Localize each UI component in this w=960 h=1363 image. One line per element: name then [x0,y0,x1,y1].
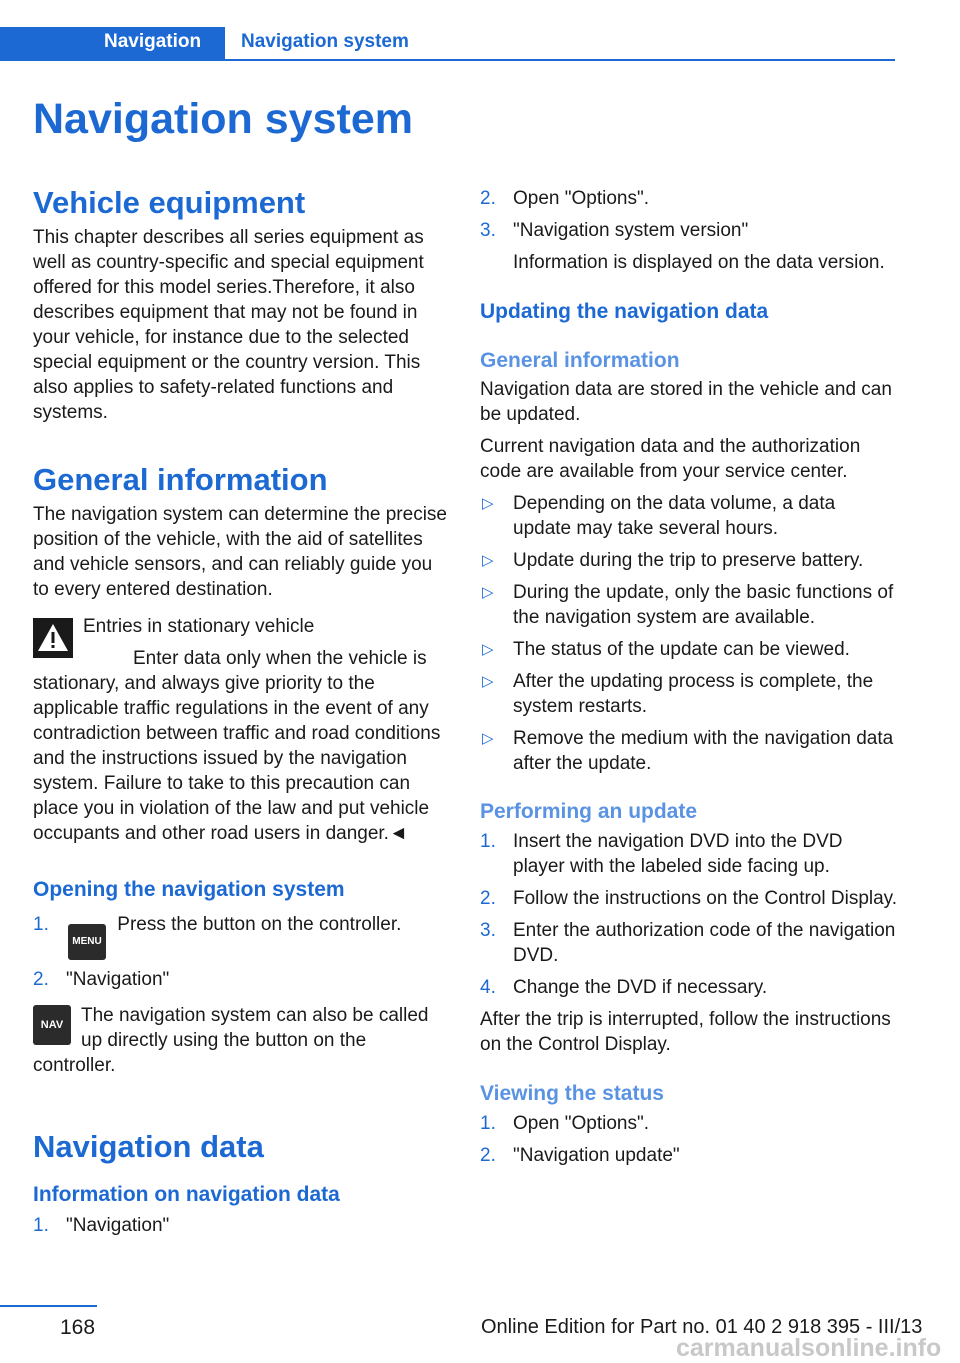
bullet-triangle-icon: ▷ [482,673,494,690]
step-number: 1. [33,1215,49,1236]
bullet-text: During the update, only the basic functions of the navigation system are available. [513,582,894,628]
updating-bullets [480,491,898,776]
list-item [33,1213,451,1238]
list-item [480,669,898,719]
right-column [480,186,898,1168]
bullet-text: Remove the medium with the navigation data after the update. [513,728,894,774]
navigation-data-steps [33,1213,451,1238]
vehicle-equipment-text: This chapter describes all series equipment as well as country-specific and special equipment offered for this model series.Therefore, it also describes equipment that may not be found in your vehicle, for instance due to the selected special equipment or the country version. This also applies to safety-related functions and systems. [33,227,424,423]
step-text: Enter the authorization code of the navigation DVD. [513,920,896,966]
step-text: "Navigation update" [513,1145,680,1166]
step-number: 2. [33,969,49,990]
step-text: "Navigation" [66,1215,170,1236]
warning-title: Entries in stationary vehicle [83,616,315,637]
version-note: Information is displayed on the data version. [513,252,885,273]
list-item [480,548,898,573]
step-text: Follow the instructions on the Control Display. [513,888,898,909]
step-number: 2. [480,888,496,909]
header-tab-navigation-system[interactable]: Navigation system [241,31,409,52]
step-text: "Navigation" [66,969,170,990]
list-item [33,967,451,992]
after-trip-text: After the trip is interrupted, follow the instructions on the Control Display. [480,1009,891,1055]
step-number: 2. [480,188,496,209]
header-rule [225,59,895,61]
performing-update-heading: Performing an update [480,800,698,823]
step-number: 2. [480,1145,496,1166]
bullet-triangle-icon: ▷ [482,641,494,658]
step-number: 3. [480,920,496,941]
performing-steps [480,829,898,1000]
nav-button-icon: NAV [33,1005,71,1045]
list-item [480,918,898,968]
step-number: 4. [480,977,496,998]
menu-button-icon: MENU [68,924,106,960]
nav-note-text: The navigation system can also be called up directly using the button on the controller. [33,1005,429,1076]
step-text: Open "Options". [513,188,650,209]
footer-rule [0,1305,97,1307]
step-number: 1. [480,1113,496,1134]
viewing-steps [480,1111,898,1168]
nav-note [33,1003,451,1078]
updating-text-1: Navigation data are stored in the vehicle and can be updated. [480,379,892,425]
warning-text: Enter data only when the vehicle is stationary, and always give priority to the applicable traffic regulations in the event of any contradiction between traffic and road conditions and the instructions issued by the navigation system. Failure to take to this precaution can place you in violation of the law and put vehicle occupants and other road users in danger.◄ [33,648,441,844]
step-number: 1. [33,914,49,935]
bullet-text: After the updating process is complete, the system restarts. [513,671,874,717]
step-text: Press the button on the controller. [117,914,402,935]
version-steps [480,186,898,243]
warning-block [33,614,451,846]
bullet-triangle-icon: ▷ [482,552,494,569]
information-navigation-data-heading: Information on navigation data [33,1183,340,1206]
page-number: 168 [60,1316,96,1339]
list-item [480,726,898,776]
step-text: Change the DVD if necessary. [513,977,768,998]
list-item [480,1111,898,1136]
step-number: 1. [480,831,496,852]
updating-text-2: Current navigation data and the authorization code are available from your service center. [480,436,861,482]
list-item [480,886,898,911]
opening-steps [33,912,451,992]
step-text: Open "Options". [513,1113,650,1134]
opening-navigation-heading: Opening the navigation system [33,878,345,901]
bullet-text: Depending on the data volume, a data update may take several hours. [513,493,836,539]
general-information-text: The navigation system can determine the precise position of the vehicle, with the aid of satellites and vehicle sensors, and can reliably guide you to every entered destination. [33,504,447,600]
step-text: Insert the navigation DVD into the DVD player with the labeled side facing up. [513,831,843,877]
list-item [480,218,898,243]
bullet-triangle-icon: ▷ [482,730,494,747]
list-item [480,637,898,662]
general-information-heading: General information [33,462,328,497]
bullet-triangle-icon: ▷ [482,584,494,601]
navigation-data-heading: Navigation data [33,1129,264,1164]
step-number: 3. [480,220,496,241]
page-title: Navigation system [33,95,413,143]
footer-edition: Online Edition for Part no. 01 40 2 918 395 - III/13 [481,1316,923,1338]
list-item [480,186,898,211]
viewing-status-heading: Viewing the status [480,1082,664,1105]
list-item [480,491,898,541]
bullet-text: The status of the update can be viewed. [513,639,850,660]
step-text: "Navigation system version" [513,220,749,241]
left-column [33,184,451,1238]
list-item [480,580,898,630]
list-item [480,1143,898,1168]
bullet-triangle-icon: ▷ [482,495,494,512]
bullet-text: Update during the trip to preserve battery. [513,550,864,571]
list-item [33,912,451,960]
watermark: carmanualsonline.info [676,1334,942,1362]
list-item [480,975,898,1000]
vehicle-equipment-heading: Vehicle equipment [33,185,306,220]
updating-heading: Updating the navigation data [480,300,769,323]
warning-triangle-icon [33,618,73,658]
updating-general-heading: General information [480,349,680,372]
header-tab-navigation[interactable]: Navigation [104,31,202,52]
list-item [480,829,898,879]
